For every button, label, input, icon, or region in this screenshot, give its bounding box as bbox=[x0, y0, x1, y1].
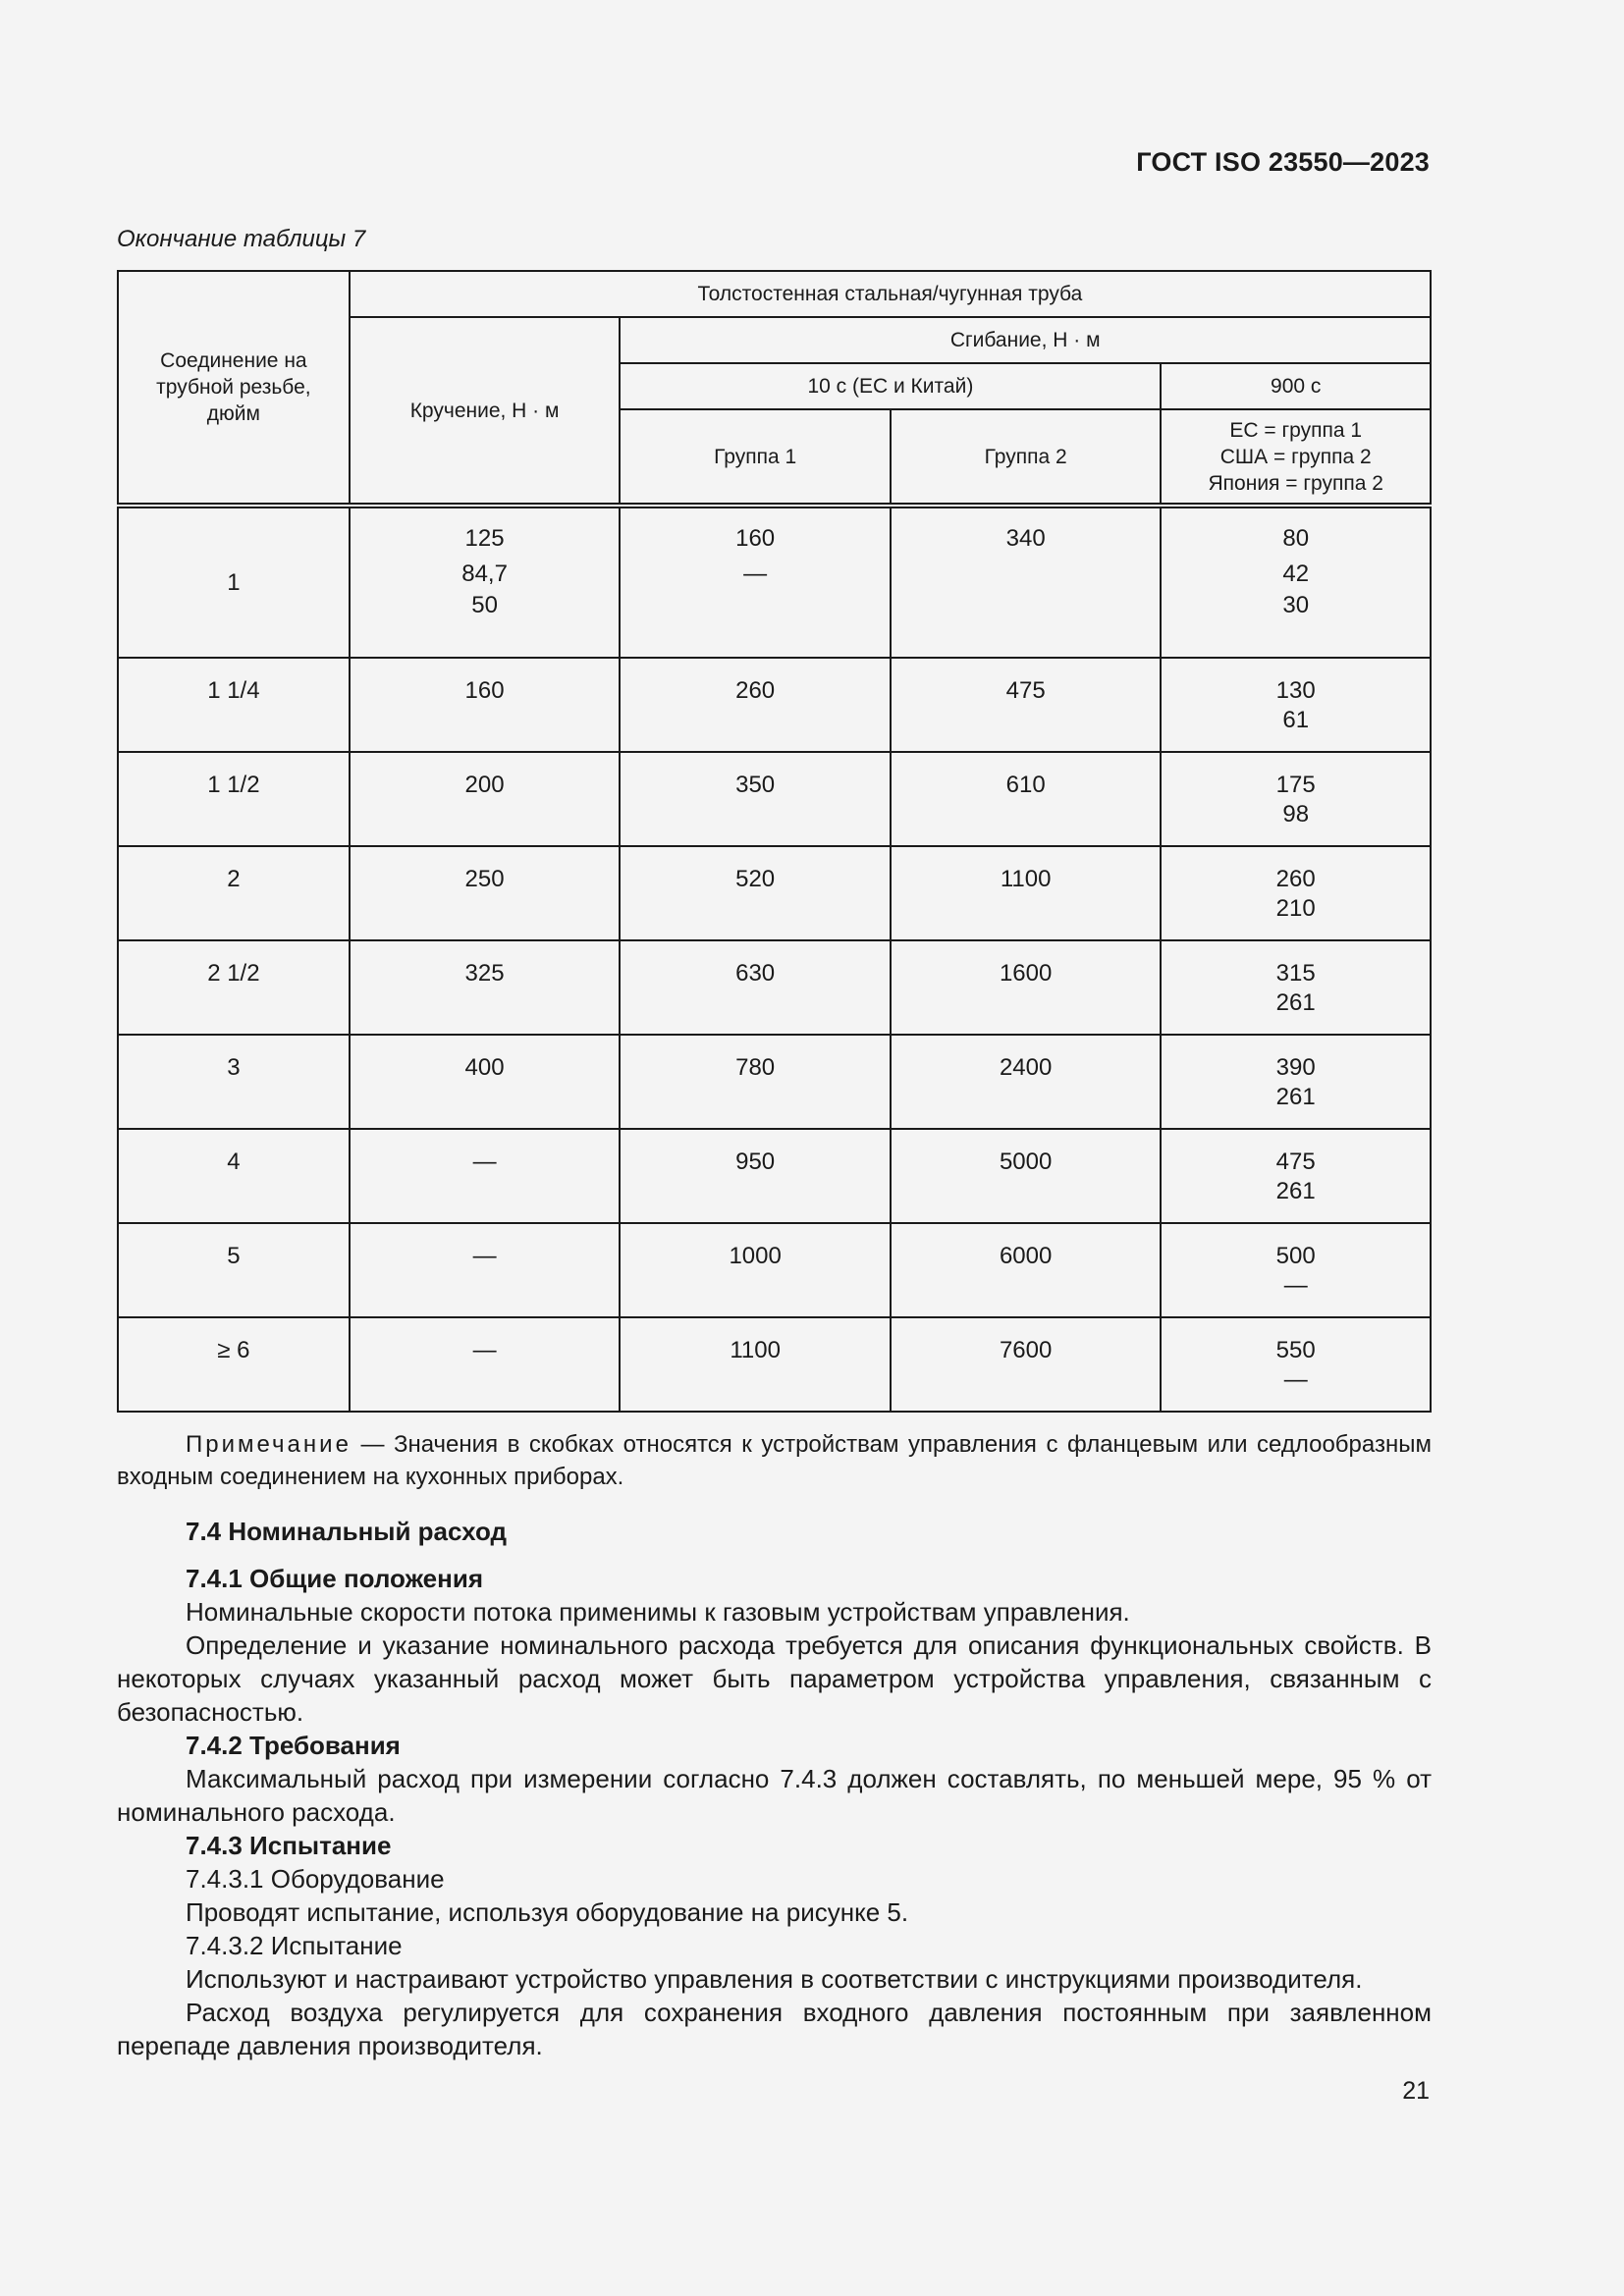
cell-group2: 610 bbox=[891, 752, 1162, 846]
value: — bbox=[1283, 1366, 1308, 1393]
value: 261 bbox=[1275, 1084, 1316, 1110]
value: 260 bbox=[1275, 866, 1316, 892]
value: 261 bbox=[1275, 989, 1316, 1016]
header-thick-pipe: Толстостенная стальная/чугунная труба bbox=[350, 271, 1431, 317]
value: 475 bbox=[1275, 1148, 1316, 1175]
cell-torsion: 200 bbox=[350, 752, 621, 846]
section-heading: 7.4 Номинальный расход bbox=[186, 1517, 507, 1546]
value: 261 bbox=[1275, 1178, 1316, 1204]
region-line: ЕС = группа 1 bbox=[1229, 418, 1363, 442]
value: 390 bbox=[1275, 1054, 1316, 1081]
table-caption: Окончание таблицы 7 bbox=[117, 226, 366, 252]
paragraph: Проводят испытание, используя оборудование на рисунке 5. bbox=[186, 1897, 909, 1927]
table-row bbox=[118, 940, 1431, 1035]
cell-900s bbox=[1161, 1129, 1431, 1223]
value: 125 bbox=[464, 525, 505, 552]
value: 160 bbox=[735, 525, 776, 552]
cell-group1: 1000 bbox=[620, 1223, 891, 1317]
cell-connection: ≥ 6 bbox=[118, 1317, 350, 1412]
cell-torsion bbox=[350, 506, 621, 658]
header-900s: 900 с bbox=[1161, 363, 1431, 409]
cell-group2: 2400 bbox=[891, 1035, 1162, 1129]
cell-connection: 3 bbox=[118, 1035, 350, 1129]
cell-connection: 1 bbox=[118, 506, 350, 658]
subsection-heading: 7.4.3.1 Оборудование bbox=[186, 1864, 445, 1894]
cell-group2: 5000 bbox=[891, 1129, 1162, 1223]
cell-group2: 6000 bbox=[891, 1223, 1162, 1317]
table-note bbox=[117, 1428, 1432, 1493]
cell-torsion: — bbox=[350, 1223, 621, 1317]
table-row bbox=[118, 1223, 1431, 1317]
torque-table bbox=[117, 270, 1432, 1413]
value: 30 bbox=[1282, 592, 1310, 618]
subsection-heading: 7.4.3.2 Испытание bbox=[186, 1931, 403, 1960]
header-regions bbox=[1161, 409, 1431, 506]
table-row bbox=[118, 1317, 1431, 1412]
cell-900s bbox=[1161, 658, 1431, 752]
cell-group2: 1600 bbox=[891, 940, 1162, 1035]
table-row bbox=[118, 846, 1431, 940]
cell-group1: 780 bbox=[620, 1035, 891, 1129]
cell-900s bbox=[1161, 846, 1431, 940]
header-group1: Группа 1 bbox=[620, 409, 891, 506]
cell-torsion: 160 bbox=[350, 658, 621, 752]
note-text: — Значения в скобках относятся к устройствам управления с фланцевым или седлообразным входным соединением на кухонных приборах. bbox=[117, 1431, 1432, 1490]
cell-900s bbox=[1161, 1223, 1431, 1317]
body-text bbox=[117, 1515, 1432, 2062]
value: 80 bbox=[1282, 525, 1310, 552]
table-row bbox=[118, 752, 1431, 846]
value: 210 bbox=[1275, 895, 1316, 922]
value: 50 bbox=[471, 592, 498, 618]
document-id: ГОСТ ISO 23550—2023 bbox=[1136, 147, 1430, 177]
value: 500 bbox=[1275, 1243, 1316, 1269]
cell-900s bbox=[1161, 1317, 1431, 1412]
value: 175 bbox=[1275, 772, 1316, 798]
cell-900s bbox=[1161, 752, 1431, 846]
cell-connection: 2 1/2 bbox=[118, 940, 350, 1035]
cell-group1: 950 bbox=[620, 1129, 891, 1223]
header-connection: Соединение на трубной резьбе, дюйм bbox=[118, 271, 350, 506]
section-heading: 7.4.1 Общие положения bbox=[186, 1564, 483, 1593]
header-torsion: Кручение, Н · м bbox=[350, 317, 621, 506]
header-bending: Сгибание, Н · м bbox=[620, 317, 1431, 363]
value: 340 bbox=[1005, 525, 1046, 552]
cell-group1: 1100 bbox=[620, 1317, 891, 1412]
value: 42 bbox=[1282, 561, 1310, 587]
cell-connection: 4 bbox=[118, 1129, 350, 1223]
paragraph: Расход воздуха регулируется для сохранения входного давления постоянным при заявленном перепаде давления производителя. bbox=[117, 1998, 1432, 2060]
table-row bbox=[118, 1035, 1431, 1129]
header-group2: Группа 2 bbox=[891, 409, 1162, 506]
paragraph: Используют и настраивают устройство управления в соответствии с инструкциями производителя. bbox=[186, 1964, 1363, 1994]
note-label: Примечание bbox=[186, 1431, 352, 1458]
section-heading: 7.4.2 Требования bbox=[186, 1731, 401, 1760]
cell-900s bbox=[1161, 506, 1431, 658]
region-line: Япония = группа 2 bbox=[1208, 471, 1383, 495]
paragraph: Номинальные скорости потока применимы к газовым устройствам управления. bbox=[186, 1597, 1130, 1627]
section-heading: 7.4.3 Испытание bbox=[186, 1831, 392, 1860]
cell-connection: 1 1/2 bbox=[118, 752, 350, 846]
value: 550 bbox=[1275, 1337, 1316, 1363]
cell-900s bbox=[1161, 1035, 1431, 1129]
page-number: 21 bbox=[1402, 2077, 1430, 2105]
cell-connection: 1 1/4 bbox=[118, 658, 350, 752]
table-row bbox=[118, 506, 1431, 658]
table-row bbox=[118, 1129, 1431, 1223]
cell-torsion: 325 bbox=[350, 940, 621, 1035]
cell-900s bbox=[1161, 940, 1431, 1035]
value: — bbox=[1283, 1272, 1308, 1299]
value: 130 bbox=[1275, 677, 1316, 704]
cell-torsion: — bbox=[350, 1317, 621, 1412]
value: — bbox=[743, 561, 768, 587]
cell-group1: 350 bbox=[620, 752, 891, 846]
value: 98 bbox=[1282, 801, 1310, 828]
region-line: США = группа 2 bbox=[1219, 445, 1372, 468]
value: 61 bbox=[1282, 707, 1310, 733]
cell-group1: 520 bbox=[620, 846, 891, 940]
header-10s: 10 с (ЕС и Китай) bbox=[620, 363, 1161, 409]
cell-torsion: 400 bbox=[350, 1035, 621, 1129]
value: 84,7 bbox=[461, 561, 508, 587]
cell-group1: 260 bbox=[620, 658, 891, 752]
cell-group1 bbox=[620, 506, 891, 658]
cell-group2: 475 bbox=[891, 658, 1162, 752]
cell-connection: 2 bbox=[118, 846, 350, 940]
paragraph: Определение и указание номинального расхода требуется для описания функциональных свойств. В некоторых случаях указанный расход может быть параметром устройства управления, связанным с безопасностью. bbox=[117, 1630, 1432, 1727]
cell-group2 bbox=[891, 506, 1162, 658]
cell-connection: 5 bbox=[118, 1223, 350, 1317]
cell-group2: 1100 bbox=[891, 846, 1162, 940]
cell-torsion: — bbox=[350, 1129, 621, 1223]
value: 315 bbox=[1275, 960, 1316, 987]
cell-group2: 7600 bbox=[891, 1317, 1162, 1412]
cell-torsion: 250 bbox=[350, 846, 621, 940]
table-row bbox=[118, 658, 1431, 752]
cell-group1: 630 bbox=[620, 940, 891, 1035]
paragraph: Максимальный расход при измерении согласно 7.4.3 должен составлять, по меньшей мере, 95 % от номинального расхода. bbox=[117, 1764, 1432, 1827]
